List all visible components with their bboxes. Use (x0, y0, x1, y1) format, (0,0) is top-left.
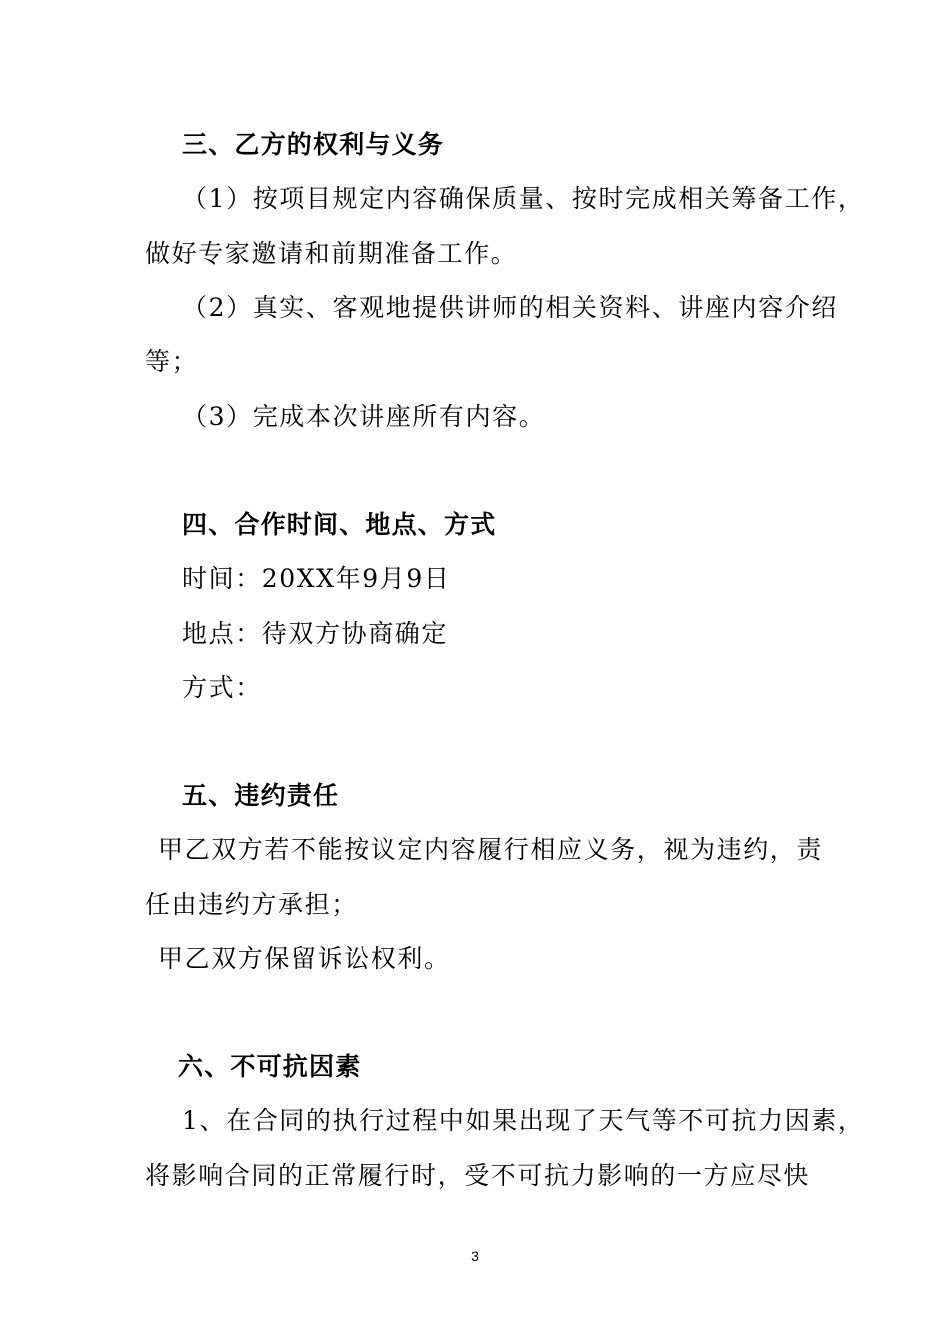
section-4-place: 地点：待双方协商确定 (182, 619, 449, 648)
section-5-heading: 五、违约责任 (182, 781, 340, 810)
section-3-heading: 三、乙方的权利与义务 (182, 130, 445, 159)
section-6-item-1-line-1: 1、在合同的执行过程中如果出现了天气等不可抗力因素， (182, 1106, 865, 1135)
section-6-heading: 六、不可抗因素 (178, 1052, 362, 1081)
page-number: 3 (471, 1248, 479, 1264)
section-3-item-3: （3）完成本次讲座所有内容。 (182, 402, 546, 431)
section-3-item-1-line-2: 做好专家邀请和前期准备工作。 (145, 239, 518, 268)
section-3-item-1-line-1: （1）按项目规定内容确保质量、按时完成相关筹备工作， (182, 184, 865, 213)
section-3-item-2-line-1: （2）真实、客观地提供讲师的相关资料、讲座内容介绍 (182, 293, 838, 322)
section-4-time: 时间：20XX年9月9日 (182, 564, 451, 593)
section-4-heading: 四、合作时间、地点、方式 (182, 510, 497, 539)
section-5-para-1-line-2: 任由违约方承担； (145, 890, 358, 919)
section-3-item-2-line-2: 等； (145, 347, 199, 376)
section-5-para-1-line-1: 甲乙双方若不能按议定内容履行相应义务，视为违约，责 (158, 835, 824, 864)
section-4-method: 方式： (182, 673, 262, 702)
section-5-para-2: 甲乙双方保留诉讼权利。 (158, 944, 451, 973)
section-6-item-1-line-2: 将影响合同的正常履行时，受不可抗力影响的一方应尽快 (145, 1161, 811, 1190)
